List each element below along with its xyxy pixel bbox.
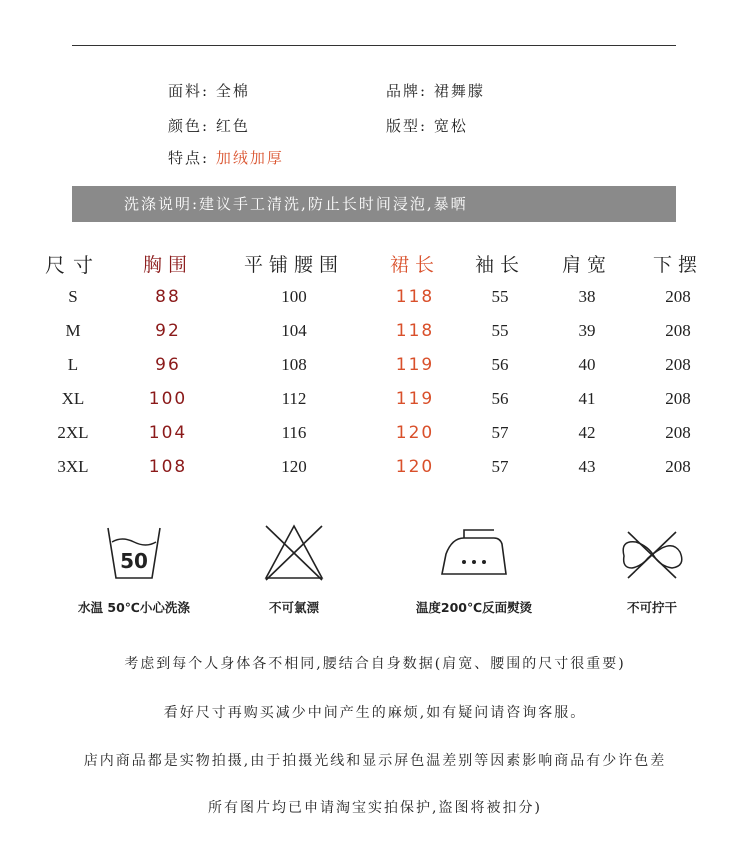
cell-hem: 208 xyxy=(665,423,691,442)
table-row xyxy=(30,382,720,416)
care-no-wring xyxy=(572,522,732,622)
cell-waist: 104 xyxy=(281,321,307,340)
care-wash xyxy=(54,522,214,622)
cell-skirt-length: 118 xyxy=(395,321,435,341)
spec-brand-label: 品牌: xyxy=(386,82,428,100)
header-shoulder-width: 肩宽 xyxy=(561,253,612,276)
header-sleeve-length: 袖长 xyxy=(474,253,525,276)
cell-skirt-length: 119 xyxy=(395,389,435,409)
spec-fabric xyxy=(168,80,250,101)
cell-hem: 208 xyxy=(665,287,691,306)
no-bleach-icon xyxy=(262,522,326,584)
wash-50-icon xyxy=(102,522,166,584)
cell-waist: 120 xyxy=(281,457,307,476)
table-row xyxy=(30,450,720,484)
cell-shoulder-width: 40 xyxy=(578,355,596,374)
care-instructions-banner: 洗涤说明:建议手工清洗,防止长时间浸泡,暴晒 xyxy=(72,186,676,222)
spec-fit-label: 版型: xyxy=(386,117,428,135)
cell-skirt-length: 120 xyxy=(395,457,435,477)
note-2: 看好尺寸再购买减少中间产生的麻烦,如有疑问请咨询客服。 xyxy=(163,705,587,721)
cell-chest: 92 xyxy=(155,321,181,341)
cell-size: M xyxy=(65,321,81,340)
cell-size: 2XL xyxy=(57,423,89,442)
cell-shoulder-width: 41 xyxy=(578,389,596,408)
cell-waist: 108 xyxy=(281,355,307,374)
cell-chest: 104 xyxy=(148,423,188,443)
cell-hem: 208 xyxy=(665,457,691,476)
spec-color-value: 红色 xyxy=(215,117,250,135)
spec-color-label: 颜色: xyxy=(168,117,210,135)
size-table xyxy=(30,246,720,484)
cell-sleeve-length: 55 xyxy=(491,321,509,340)
cell-skirt-length: 118 xyxy=(395,287,435,307)
spec-fit xyxy=(386,115,468,136)
cell-hem: 208 xyxy=(665,321,691,340)
cell-chest: 88 xyxy=(155,287,181,307)
cell-sleeve-length: 56 xyxy=(491,389,509,408)
cell-chest: 96 xyxy=(155,355,181,375)
cell-sleeve-length: 55 xyxy=(491,287,509,306)
cell-shoulder-width: 43 xyxy=(578,457,596,476)
cell-sleeve-length: 57 xyxy=(491,457,509,476)
table-row xyxy=(30,416,720,450)
spec-color xyxy=(168,115,250,136)
header-chest: 胸围 xyxy=(142,253,193,276)
care-no-bleach xyxy=(214,522,374,622)
cell-waist: 116 xyxy=(281,423,307,442)
table-row xyxy=(30,314,720,348)
cell-shoulder-width: 39 xyxy=(578,321,596,340)
cell-sleeve-length: 57 xyxy=(491,423,509,442)
header-hem: 下摆 xyxy=(652,253,703,276)
spec-fabric-label: 面料: xyxy=(168,82,210,100)
cell-hem: 208 xyxy=(665,389,691,408)
cell-chest: 108 xyxy=(148,457,188,477)
cell-size: XL xyxy=(61,389,85,408)
spec-brand xyxy=(386,80,485,101)
note-3: 店内商品都是实物拍摄,由于拍摄光线和显示屏色温差别等因素影响商品有少许色差 xyxy=(83,753,667,769)
header-waist: 平铺腰围 xyxy=(243,253,344,276)
cell-skirt-length: 120 xyxy=(395,423,435,443)
cell-skirt-length: 119 xyxy=(395,355,435,375)
no-wring-icon xyxy=(614,522,690,584)
cell-sleeve-length: 56 xyxy=(491,355,509,374)
cell-chest: 100 xyxy=(148,389,188,409)
wash-temperature-number: 50 xyxy=(120,549,148,573)
cell-hem: 208 xyxy=(665,355,691,374)
table-row xyxy=(30,280,720,314)
cell-size: L xyxy=(67,355,79,374)
spec-feature-value: 加绒加厚 xyxy=(215,149,284,167)
size-table-header xyxy=(30,246,720,280)
cell-waist: 112 xyxy=(281,389,307,408)
header-size: 尺寸 xyxy=(45,252,101,277)
no-bleach-label: 不可氯漂 xyxy=(268,600,319,615)
note-1: 考虑到每个人身体各不相同,腰结合自身数据(肩宽、腰围的尺寸很重要) xyxy=(124,656,626,672)
top-divider xyxy=(72,45,676,46)
wash-label: 水温 50℃小心洗涤 xyxy=(78,600,190,615)
spec-feature-label: 特点: xyxy=(168,149,210,167)
spec-fabric-value: 全棉 xyxy=(215,82,250,100)
spec-feature xyxy=(168,147,284,168)
cell-size: S xyxy=(68,287,78,306)
iron-200-icon xyxy=(436,522,512,584)
cell-shoulder-width: 42 xyxy=(578,423,596,442)
cell-waist: 100 xyxy=(281,287,307,306)
table-row xyxy=(30,348,720,382)
cell-size: 3XL xyxy=(57,457,89,476)
cell-shoulder-width: 38 xyxy=(578,287,596,306)
note-4: 所有图片均已申请淘宝实拍保护,盗图将被扣分) xyxy=(208,800,542,816)
care-iron xyxy=(394,522,554,622)
no-wring-label: 不可拧干 xyxy=(626,600,677,615)
iron-label: 温度200℃反面熨烫 xyxy=(415,600,533,615)
spec-fit-value: 宽松 xyxy=(433,117,468,135)
header-skirt-length: 裙长 xyxy=(389,253,440,276)
spec-brand-value: 裙舞朦 xyxy=(433,82,485,100)
